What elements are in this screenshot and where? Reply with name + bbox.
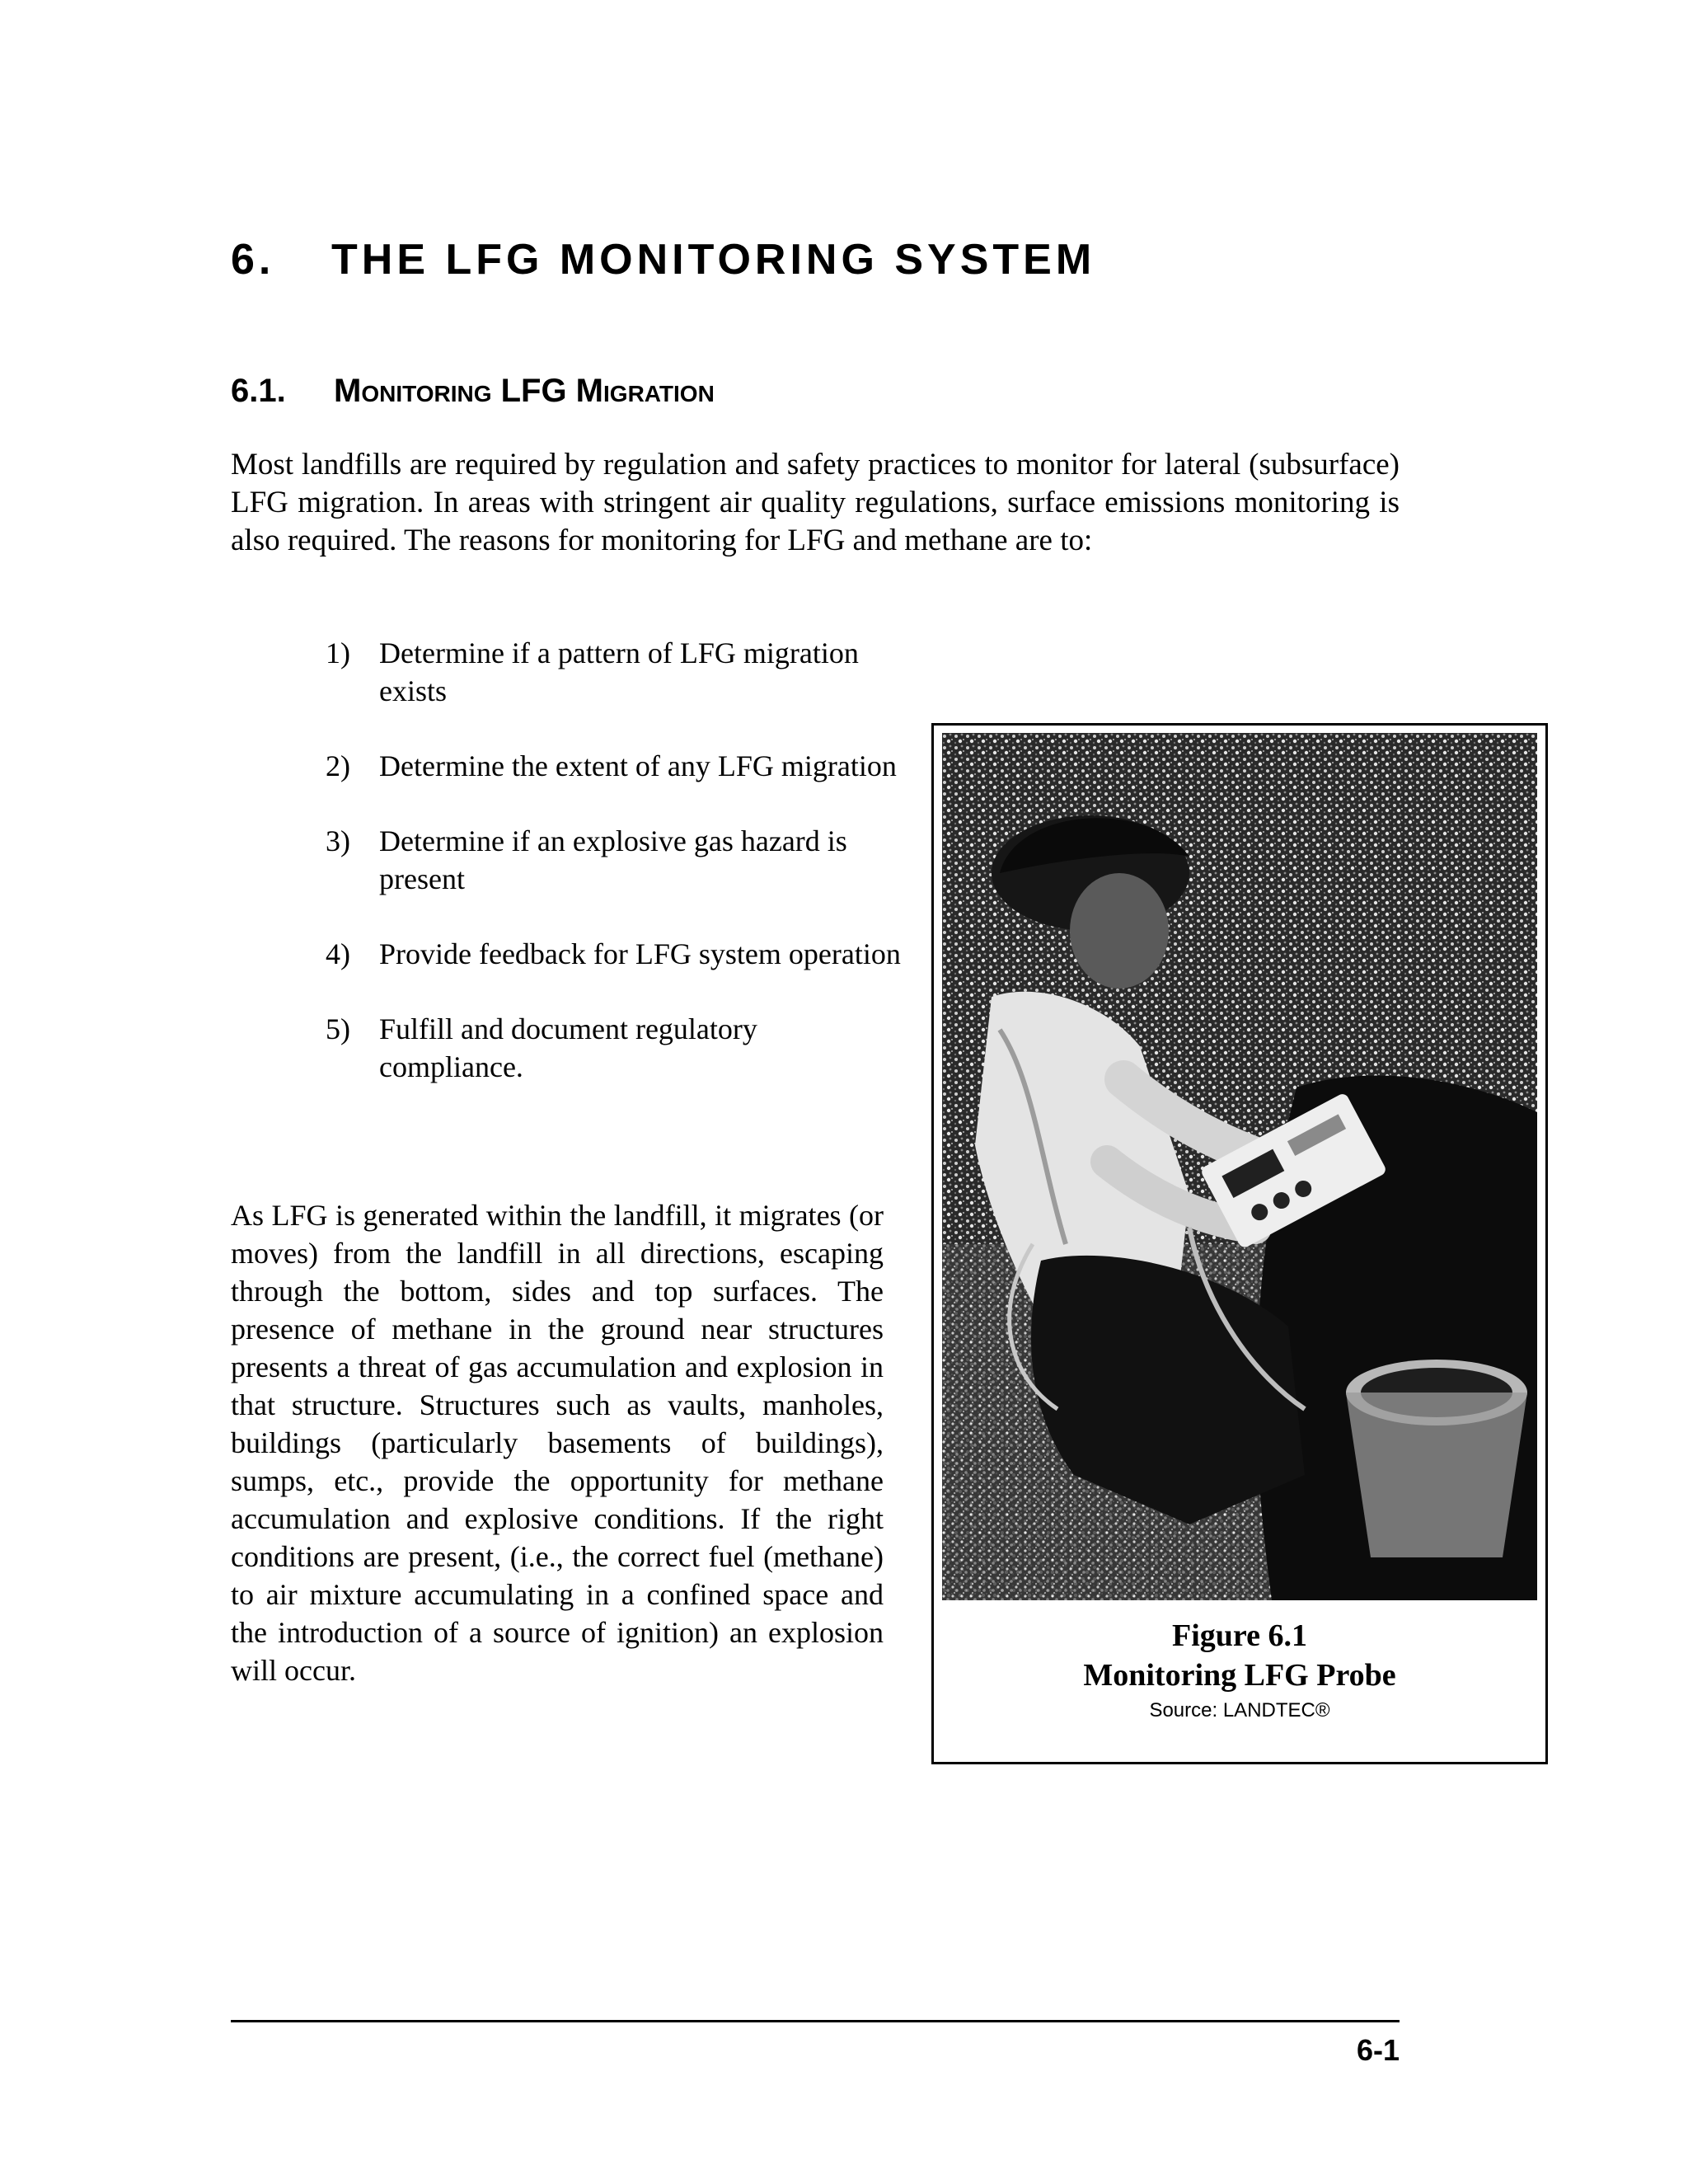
intro-paragraph: Most landfills are required by regulation and safety practices to monitor for lateral (subsurface) LFG migration. In areas with stringent air quality regulations, surface emissions monitoring is also required. The reasons for monitoring for LFG and methane are to: (231, 448, 1400, 557)
list-marker: 5) (326, 1012, 350, 1045)
list-item (326, 747, 903, 785)
list-item-text: Fulfill and document regulatory compliance. (379, 1012, 757, 1083)
body-paragraph: As LFG is generated within the landfill, it migrates (or moves) from the landfill in all directions, escaping through the bottom, sides and top surfaces. The presence of methane in the ground near structures presents a threat of gas accumulation and explosion in that structure. Structures such as vaults, manholes, buildings (particularly basements of buildings), sumps, etc., provide the opportunity for methane accumulation and explosive conditions. If the right conditions are present, (i.e., the correct fuel (methane) to air mixture accumulating in a confined space and the introduction of a source of ignition) an explosion will occur. (231, 1199, 884, 1687)
page-number: 6-1 (1356, 2033, 1400, 2067)
figure-caption (934, 1616, 1545, 1725)
section-number: 6.1. (231, 373, 286, 409)
figure-source: Source: LANDTEC® (1149, 1699, 1330, 1721)
section-title (231, 373, 715, 410)
list-item-text: Provide feedback for LFG system operation (379, 937, 901, 970)
list-item-text: Determine if a pattern of LFG migration exists (379, 636, 859, 707)
figure-label: Figure 6.1 (1172, 1618, 1307, 1653)
section-title-text: Monitoring LFG Migration (334, 373, 715, 409)
list-marker: 2) (326, 749, 350, 782)
list-item (326, 822, 903, 898)
reasons-list (326, 634, 903, 1123)
list-item-text: Determine if an explosive gas hazard is present (379, 824, 847, 895)
list-item (326, 634, 903, 710)
list-marker: 1) (326, 636, 350, 669)
chapter-number: 6. (231, 236, 275, 284)
list-item-text: Determine the extent of any LFG migration (379, 749, 897, 782)
footer-divider (231, 2020, 1400, 2022)
list-marker: 4) (326, 937, 350, 970)
list-item (326, 1010, 903, 1086)
chapter-title (231, 235, 1095, 284)
figure-box (931, 723, 1548, 1764)
chapter-title-text: THE LFG MONITORING SYSTEM (331, 236, 1096, 284)
list-marker: 3) (326, 824, 350, 857)
list-item (326, 935, 903, 973)
figure-photo (942, 733, 1537, 1600)
monitoring-probe-photo (942, 733, 1537, 1600)
figure-title: Monitoring LFG Probe (1083, 1658, 1396, 1693)
